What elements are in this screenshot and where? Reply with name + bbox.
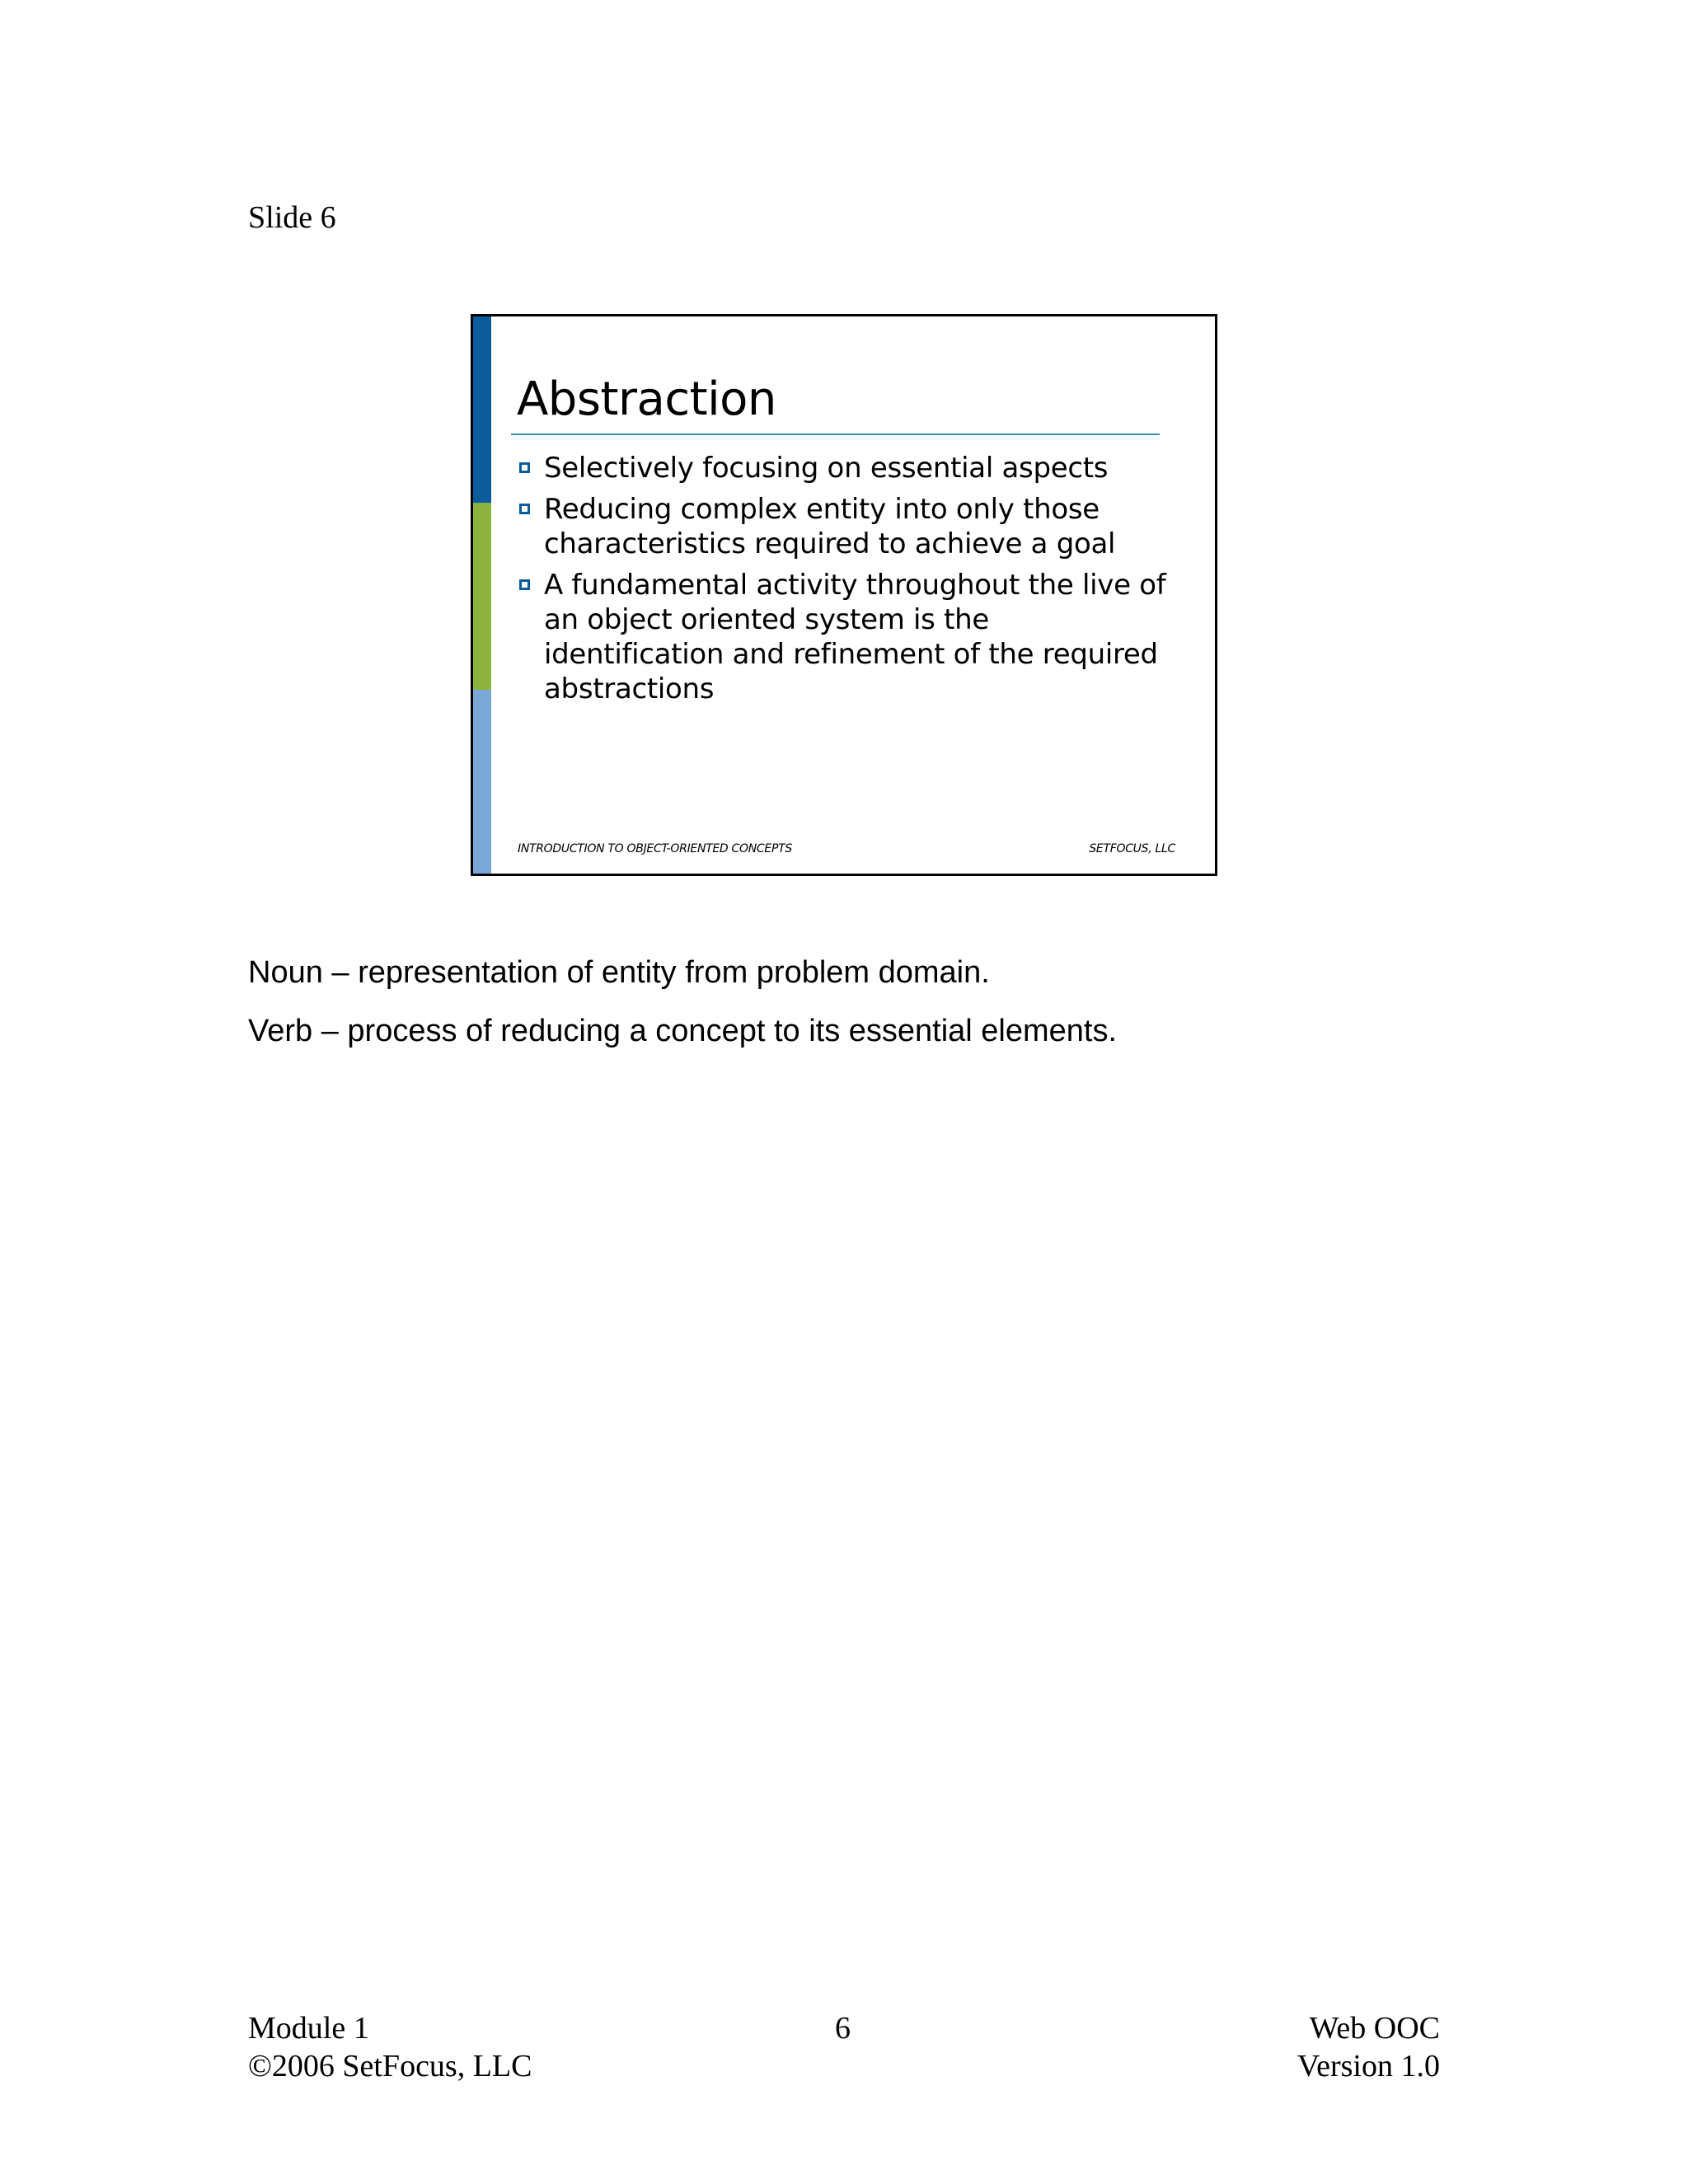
title-underline (511, 434, 1160, 435)
bullet-text: A fundamental activity throughout the live of an object oriented system is the identification and refinement of the required abstractions (544, 569, 1166, 705)
bullet-list (517, 451, 1176, 713)
square-bullet-icon (519, 579, 530, 590)
footer-course: Web OOC (1309, 2011, 1440, 2046)
accent-bar-blue (473, 316, 491, 503)
note-noun: Noun – representation of entity from problem domain. (248, 955, 990, 990)
square-bullet-icon (519, 462, 530, 473)
bullet-item (517, 451, 1176, 485)
accent-bar-green (473, 503, 491, 690)
page-number: 6 (835, 2011, 851, 2046)
bullet-item (517, 568, 1176, 706)
bullet-item (517, 492, 1176, 561)
slide-footer-course: INTRODUCTION TO OBJECT-ORIENTED CONCEPTS (518, 842, 792, 855)
accent-bar-light-blue (473, 690, 491, 876)
bullet-text: Selectively focusing on essential aspects (544, 452, 1109, 485)
footer-module: Module 1 (248, 2011, 369, 2046)
square-bullet-icon (519, 504, 530, 514)
slide-footer-company: SETFOCUS, LLC (1089, 842, 1175, 855)
bullet-text: Reducing complex entity into only those characteristics required to achieve a goal (544, 493, 1116, 560)
slide-title: Abstraction (517, 373, 776, 426)
footer-copyright: ©2006 SetFocus, LLC (248, 2049, 532, 2083)
footer-version: Version 1.0 (1296, 2049, 1440, 2083)
slide-thumbnail (471, 314, 1217, 876)
note-verb: Verb – process of reducing a concept to its essential elements. (248, 1014, 1118, 1048)
slide-label: Slide 6 (248, 200, 336, 235)
